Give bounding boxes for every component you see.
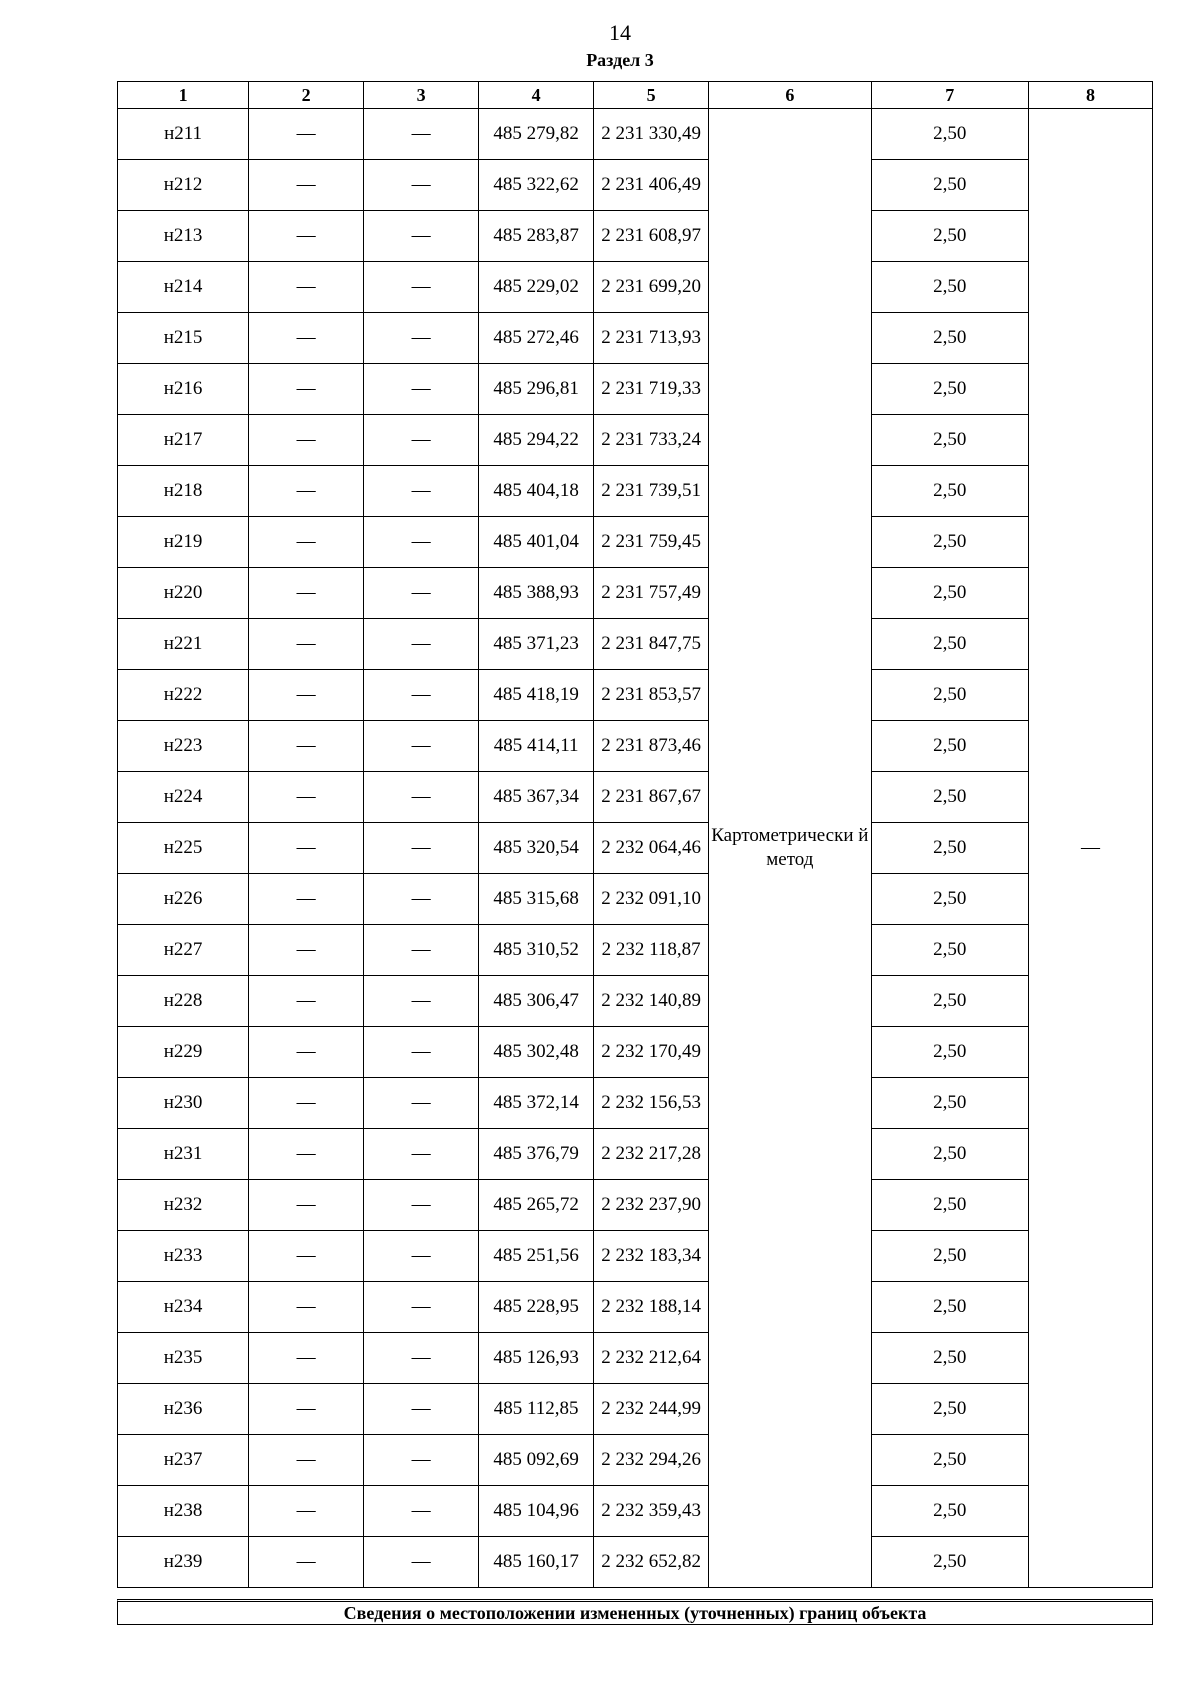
accuracy: 2,50 <box>871 415 1028 466</box>
dash-cell: — <box>364 1333 479 1384</box>
column-header: 5 <box>594 82 709 109</box>
coord-y: 2 232 140,89 <box>594 976 709 1027</box>
accuracy: 2,50 <box>871 1027 1028 1078</box>
point-id: н227 <box>118 925 249 976</box>
accuracy: 2,50 <box>871 670 1028 721</box>
column-header: 4 <box>479 82 594 109</box>
coord-y: 2 231 330,49 <box>594 109 709 160</box>
table-row <box>118 823 1153 874</box>
accuracy: 2,50 <box>871 109 1028 160</box>
accuracy: 2,50 <box>871 721 1028 772</box>
dash-cell: — <box>249 313 364 364</box>
accuracy: 2,50 <box>871 1282 1028 1333</box>
coord-y: 2 232 156,53 <box>594 1078 709 1129</box>
table-row <box>118 721 1153 772</box>
coord-x: 485 092,69 <box>479 1435 594 1486</box>
table-row <box>118 670 1153 721</box>
table-row <box>118 109 1153 160</box>
coord-y: 2 231 867,67 <box>594 772 709 823</box>
dash-cell: — <box>364 925 479 976</box>
coord-x: 485 367,34 <box>479 772 594 823</box>
coord-x: 485 294,22 <box>479 415 594 466</box>
coord-x: 485 401,04 <box>479 517 594 568</box>
point-id: н224 <box>118 772 249 823</box>
table-row <box>118 1486 1153 1537</box>
coord-x: 485 104,96 <box>479 1486 594 1537</box>
table-row <box>118 1078 1153 1129</box>
dash-cell: — <box>364 1537 479 1588</box>
dash-cell: — <box>249 211 364 262</box>
coord-y: 2 232 188,14 <box>594 1282 709 1333</box>
accuracy: 2,50 <box>871 1231 1028 1282</box>
point-id: н238 <box>118 1486 249 1537</box>
column-header: 2 <box>249 82 364 109</box>
coord-y: 2 231 873,46 <box>594 721 709 772</box>
accuracy: 2,50 <box>871 823 1028 874</box>
dash-cell: — <box>364 1129 479 1180</box>
coord-y: 2 232 183,34 <box>594 1231 709 1282</box>
dash-cell: — <box>364 874 479 925</box>
table-row <box>118 619 1153 670</box>
point-id: н222 <box>118 670 249 721</box>
coord-x: 485 126,93 <box>479 1333 594 1384</box>
coord-x: 485 414,11 <box>479 721 594 772</box>
coord-y: 2 232 652,82 <box>594 1537 709 1588</box>
dash-cell: — <box>364 1078 479 1129</box>
table-row <box>118 772 1153 823</box>
table-row <box>118 211 1153 262</box>
accuracy: 2,50 <box>871 1384 1028 1435</box>
point-id: н218 <box>118 466 249 517</box>
point-id: н226 <box>118 874 249 925</box>
coord-x: 485 265,72 <box>479 1180 594 1231</box>
point-id: н231 <box>118 1129 249 1180</box>
accuracy: 2,50 <box>871 619 1028 670</box>
table-row <box>118 364 1153 415</box>
accuracy: 2,50 <box>871 874 1028 925</box>
accuracy: 2,50 <box>871 925 1028 976</box>
dash-cell: — <box>364 1027 479 1078</box>
method-cell: Картометрически й метод <box>709 109 871 1588</box>
point-id: н219 <box>118 517 249 568</box>
dash-cell: — <box>249 619 364 670</box>
accuracy: 2,50 <box>871 568 1028 619</box>
point-id: н220 <box>118 568 249 619</box>
table-row <box>118 1435 1153 1486</box>
column-header: 6 <box>709 82 871 109</box>
point-id: н217 <box>118 415 249 466</box>
dash-cell: — <box>364 517 479 568</box>
dash-cell: — <box>249 1282 364 1333</box>
dash-cell: — <box>1028 109 1152 1588</box>
table-row <box>118 1333 1153 1384</box>
accuracy: 2,50 <box>871 772 1028 823</box>
table-row <box>118 568 1153 619</box>
dash-cell: — <box>249 160 364 211</box>
dash-cell: — <box>249 262 364 313</box>
coord-x: 485 272,46 <box>479 313 594 364</box>
coord-x: 485 371,23 <box>479 619 594 670</box>
dash-cell: — <box>249 874 364 925</box>
dash-cell: — <box>364 976 479 1027</box>
coord-x: 485 310,52 <box>479 925 594 976</box>
coord-x: 485 388,93 <box>479 568 594 619</box>
dash-cell: — <box>249 364 364 415</box>
accuracy: 2,50 <box>871 1129 1028 1180</box>
dash-cell: — <box>364 1435 479 1486</box>
coord-y: 2 231 608,97 <box>594 211 709 262</box>
coord-y: 2 232 064,46 <box>594 823 709 874</box>
table-row <box>118 313 1153 364</box>
coord-y: 2 231 733,24 <box>594 415 709 466</box>
table-body <box>118 109 1153 1588</box>
column-header: 7 <box>871 82 1028 109</box>
table-row <box>118 1129 1153 1180</box>
dash-cell: — <box>364 109 479 160</box>
accuracy: 2,50 <box>871 211 1028 262</box>
accuracy: 2,50 <box>871 160 1028 211</box>
point-id: н235 <box>118 1333 249 1384</box>
point-id: н221 <box>118 619 249 670</box>
point-id: н233 <box>118 1231 249 1282</box>
point-id: н225 <box>118 823 249 874</box>
coord-x: 485 306,47 <box>479 976 594 1027</box>
dash-cell: — <box>364 1282 479 1333</box>
header-row <box>118 82 1153 109</box>
dash-cell: — <box>364 415 479 466</box>
page-number: 14 <box>609 20 631 45</box>
column-header: 1 <box>118 82 249 109</box>
dash-cell: — <box>364 619 479 670</box>
coord-y: 2 232 217,28 <box>594 1129 709 1180</box>
accuracy: 2,50 <box>871 1333 1028 1384</box>
dash-cell: — <box>249 1333 364 1384</box>
dash-cell: — <box>364 1486 479 1537</box>
coord-x: 485 315,68 <box>479 874 594 925</box>
table-footer: Сведения о местоположении измененных (уточненных) границ объекта <box>117 1599 1153 1625</box>
dash-cell: — <box>364 160 479 211</box>
dash-cell: — <box>249 1231 364 1282</box>
coord-y: 2 231 853,57 <box>594 670 709 721</box>
accuracy: 2,50 <box>871 1486 1028 1537</box>
table-row <box>118 1282 1153 1333</box>
dash-cell: — <box>249 466 364 517</box>
dash-cell: — <box>364 1231 479 1282</box>
dash-cell: — <box>364 262 479 313</box>
coord-x: 485 372,14 <box>479 1078 594 1129</box>
point-id: н229 <box>118 1027 249 1078</box>
dash-cell: — <box>249 976 364 1027</box>
table-row <box>118 1027 1153 1078</box>
coord-y: 2 232 212,64 <box>594 1333 709 1384</box>
column-header: 3 <box>364 82 479 109</box>
coord-x: 485 376,79 <box>479 1129 594 1180</box>
coord-x: 485 322,62 <box>479 160 594 211</box>
coord-x: 485 320,54 <box>479 823 594 874</box>
coord-y: 2 231 757,49 <box>594 568 709 619</box>
accuracy: 2,50 <box>871 1180 1028 1231</box>
accuracy: 2,50 <box>871 1537 1028 1588</box>
dash-cell: — <box>364 211 479 262</box>
accuracy: 2,50 <box>871 313 1028 364</box>
coord-y: 2 231 406,49 <box>594 160 709 211</box>
coord-x: 485 404,18 <box>479 466 594 517</box>
accuracy: 2,50 <box>871 364 1028 415</box>
dash-cell: — <box>364 1180 479 1231</box>
coord-y: 2 232 118,87 <box>594 925 709 976</box>
coord-x: 485 228,95 <box>479 1282 594 1333</box>
coord-x: 485 296,81 <box>479 364 594 415</box>
dash-cell: — <box>249 925 364 976</box>
point-id: н230 <box>118 1078 249 1129</box>
coord-y: 2 231 759,45 <box>594 517 709 568</box>
dash-cell: — <box>249 772 364 823</box>
dash-cell: — <box>364 721 479 772</box>
table-row <box>118 1537 1153 1588</box>
coord-y: 2 232 244,99 <box>594 1384 709 1435</box>
dash-cell: — <box>249 670 364 721</box>
dash-cell: — <box>364 568 479 619</box>
coord-y: 2 232 359,43 <box>594 1486 709 1537</box>
accuracy: 2,50 <box>871 262 1028 313</box>
coord-x: 485 160,17 <box>479 1537 594 1588</box>
table-row <box>118 262 1153 313</box>
point-id: н223 <box>118 721 249 772</box>
dash-cell: — <box>249 1078 364 1129</box>
table-row <box>118 1384 1153 1435</box>
coord-y: 2 231 847,75 <box>594 619 709 670</box>
dash-cell: — <box>364 364 479 415</box>
dash-cell: — <box>249 1180 364 1231</box>
table-row <box>118 976 1153 1027</box>
point-id: н232 <box>118 1180 249 1231</box>
table-row <box>118 1180 1153 1231</box>
accuracy: 2,50 <box>871 1078 1028 1129</box>
table-row <box>118 517 1153 568</box>
table-row <box>118 1231 1153 1282</box>
dash-cell: — <box>249 517 364 568</box>
point-id: н216 <box>118 364 249 415</box>
coord-y: 2 232 294,26 <box>594 1435 709 1486</box>
table-row <box>118 466 1153 517</box>
section-title: Раздел 3 <box>586 50 654 70</box>
dash-cell: — <box>364 313 479 364</box>
dash-cell: — <box>249 415 364 466</box>
coord-y: 2 232 091,10 <box>594 874 709 925</box>
point-id: н239 <box>118 1537 249 1588</box>
column-header: 8 <box>1028 82 1152 109</box>
dash-cell: — <box>364 1384 479 1435</box>
coordinates-table <box>117 81 1153 1588</box>
point-id: н237 <box>118 1435 249 1486</box>
table-row <box>118 874 1153 925</box>
dash-cell: — <box>249 1384 364 1435</box>
point-id: н234 <box>118 1282 249 1333</box>
coord-y: 2 231 699,20 <box>594 262 709 313</box>
coord-x: 485 251,56 <box>479 1231 594 1282</box>
dash-cell: — <box>364 670 479 721</box>
dash-cell: — <box>249 1435 364 1486</box>
accuracy: 2,50 <box>871 466 1028 517</box>
table-row <box>118 925 1153 976</box>
coord-y: 2 231 719,33 <box>594 364 709 415</box>
coord-y: 2 232 170,49 <box>594 1027 709 1078</box>
point-id: н212 <box>118 160 249 211</box>
coord-x: 485 302,48 <box>479 1027 594 1078</box>
dash-cell: — <box>364 772 479 823</box>
coord-y: 2 231 713,93 <box>594 313 709 364</box>
table-row <box>118 160 1153 211</box>
point-id: н214 <box>118 262 249 313</box>
point-id: н213 <box>118 211 249 262</box>
dash-cell: — <box>249 1129 364 1180</box>
table-row <box>118 415 1153 466</box>
coord-x: 485 112,85 <box>479 1384 594 1435</box>
coord-x: 485 279,82 <box>479 109 594 160</box>
dash-cell: — <box>249 109 364 160</box>
point-id: н211 <box>118 109 249 160</box>
point-id: н236 <box>118 1384 249 1435</box>
dash-cell: — <box>249 823 364 874</box>
dash-cell: — <box>249 721 364 772</box>
accuracy: 2,50 <box>871 1435 1028 1486</box>
coord-y: 2 232 237,90 <box>594 1180 709 1231</box>
dash-cell: — <box>364 823 479 874</box>
coord-x: 485 229,02 <box>479 262 594 313</box>
coord-x: 485 283,87 <box>479 211 594 262</box>
accuracy: 2,50 <box>871 976 1028 1027</box>
coord-y: 2 231 739,51 <box>594 466 709 517</box>
coord-x: 485 418,19 <box>479 670 594 721</box>
dash-cell: — <box>249 1486 364 1537</box>
point-id: н228 <box>118 976 249 1027</box>
dash-cell: — <box>249 1537 364 1588</box>
dash-cell: — <box>364 466 479 517</box>
point-id: н215 <box>118 313 249 364</box>
accuracy: 2,50 <box>871 517 1028 568</box>
dash-cell: — <box>249 568 364 619</box>
dash-cell: — <box>249 1027 364 1078</box>
